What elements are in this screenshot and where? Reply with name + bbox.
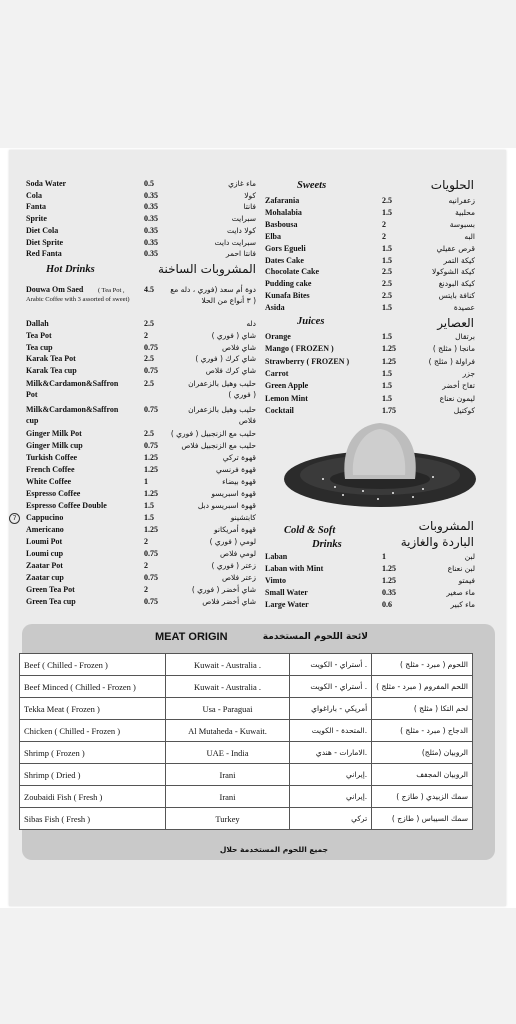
item-name: Strawberry ( FROZEN )	[265, 356, 350, 366]
item-name-ar: محلبية	[455, 207, 475, 217]
milk-cup-price: 0.75	[144, 405, 158, 414]
item-price: 0.75	[144, 342, 158, 352]
item-price: 0.35	[144, 225, 158, 235]
milk-pot-ar-2: ( فوري )	[228, 390, 256, 399]
meat-origin: UAE - India	[165, 742, 289, 764]
meat-type-ar: سمك السيباس ( طازج )	[372, 808, 473, 830]
item-name: Sprite	[26, 214, 47, 224]
item-price: 2.5	[382, 267, 392, 277]
item-name-ar: لبن	[464, 552, 475, 561]
item-name-ar: فراولة ( مثلج )	[428, 356, 475, 366]
item-name: Asida	[265, 303, 285, 313]
item-name: French Coffee	[26, 465, 75, 474]
item-price: 0.35	[382, 587, 396, 597]
meat-type-ar: لحم التكا ( مثلج )	[372, 698, 473, 720]
item-name: Zafarania	[265, 196, 300, 205]
item-name: Laban	[265, 552, 288, 561]
item-name: Diet Cola	[26, 225, 59, 235]
item-name: Small Water	[265, 587, 308, 597]
item-price: 1.25	[382, 344, 396, 354]
item-price: 2	[382, 231, 386, 241]
circled-number-mark: 7	[9, 513, 20, 524]
item-name: Tea cup	[26, 342, 53, 352]
milk-cup-ar-1: حليب وهيل بالزعفران	[188, 405, 256, 414]
item-name-ar: فانتا احمر	[225, 249, 256, 259]
item-price: 2	[144, 330, 148, 340]
table-row	[20, 720, 473, 742]
item-name-ar: ليمون نعناع	[439, 393, 475, 403]
item-name: Zaatar cup	[26, 573, 64, 582]
item-name: Gors Egueli	[265, 243, 306, 253]
item-name-ar: لومي ( فوري )	[209, 537, 256, 546]
meat-type: Tekka Meat ( Frozen )	[20, 698, 166, 720]
milk-cup-ar-2: فلاص	[238, 416, 256, 425]
item-name-ar: قرص عقيلي	[436, 243, 475, 253]
item-name-ar: فيمتو	[458, 575, 475, 585]
item-price: 1.5	[382, 368, 392, 378]
hot-drinks-title-ar: المشروبات الساخنة	[158, 262, 256, 276]
bottom-background	[0, 908, 516, 1024]
item-price: 1.5	[382, 381, 392, 391]
hot-drinks-title-en: Hot Drinks	[46, 264, 95, 275]
item-name: White Coffee	[26, 477, 72, 486]
table-row	[20, 764, 473, 786]
item-price: 2.5	[382, 291, 392, 301]
item-name-ar: سبرايت	[231, 214, 256, 224]
item-name-ar: شاي فلاص	[222, 342, 256, 352]
item-price: 2.5	[382, 196, 392, 205]
item-name-ar: كيكة الشوكولا	[431, 267, 475, 277]
meat-origin: Al Mutaheda - Kuwait.	[165, 720, 289, 742]
meat-origin: Turkey	[165, 808, 289, 830]
item-name: Ginger Milk Pot	[26, 429, 82, 438]
sweets-title-en: Sweets	[297, 180, 327, 191]
item-price: 2.5	[382, 279, 392, 289]
meat-origin-ar: المتحدة - الكويت.	[290, 720, 372, 742]
meat-type: Sibas Fish ( Fresh )	[20, 808, 166, 830]
item-name: Dallah	[26, 319, 49, 328]
meat-type: Shrimp ( Frozen )	[20, 742, 166, 764]
item-name: Turkish Coffee	[26, 453, 78, 462]
item-name-ar: عصيدة	[453, 303, 475, 313]
meat-type-ar: الروبيان المجفف	[372, 764, 473, 786]
item-name: Espresso Coffee	[26, 489, 81, 498]
item-name: Mango ( FROZEN )	[265, 344, 334, 354]
item-name-ar: قهوة أمريكانو	[214, 525, 256, 534]
item-name-ar: لومي فلاص	[220, 549, 256, 558]
item-price: 1	[144, 477, 148, 486]
cold-soft-title-en-2: Drinks	[312, 539, 342, 550]
item-price: 1.5	[144, 513, 154, 522]
item-name: Espresso Coffee Double	[26, 501, 107, 510]
item-name: Ginger Milk cup	[26, 441, 83, 450]
item-price: 1.5	[382, 207, 392, 217]
item-price: 0.5	[144, 179, 154, 188]
item-price: 1.5	[382, 393, 392, 403]
item-name-ar: قهوة فرنسي	[216, 465, 256, 474]
milk-pot-ar-1: حليب وهيل بالزعفران	[188, 379, 256, 388]
item-name-ar: البه	[464, 231, 475, 241]
item-name-ar: كوكتيل	[453, 405, 475, 415]
item-name: Red Fanta	[26, 249, 62, 259]
item-price: 1.5	[382, 303, 392, 313]
item-name-ar: تفاح أخضر	[442, 381, 475, 391]
item-name: Fanta	[26, 202, 46, 212]
meat-type: Beef Minced ( Chilled - Frozen )	[20, 676, 166, 698]
item-name: Green Tea Pot	[26, 585, 75, 594]
meat-type: Zoubaidi Fish ( Fresh )	[20, 786, 166, 808]
item-price: 1.25	[144, 453, 158, 462]
item-price: 1	[382, 552, 386, 561]
sweets-title-ar: الحلويات	[430, 178, 474, 192]
item-price: 1.75	[382, 405, 396, 415]
item-price: 2	[144, 537, 148, 546]
meat-origin: Irani	[165, 764, 289, 786]
item-name: Orange	[265, 332, 291, 341]
item-name-ar: مانجا ( مثلج )	[432, 344, 475, 354]
item-name-ar: دله	[246, 319, 256, 328]
meat-origin-title-en: MEAT ORIGIN	[155, 631, 228, 643]
item-name-ar: شاي كرك فلاص	[205, 366, 256, 376]
table-row	[20, 786, 473, 808]
item-price: 1.25	[382, 356, 396, 366]
item-name-ar: كولا دايت	[227, 225, 256, 235]
item-name-ar: ماء صغير	[446, 587, 475, 597]
item-name-ar: فانتا	[243, 202, 256, 212]
item-name: Green Tea cup	[26, 597, 76, 606]
douwa-name: Douwa Om Saed	[26, 285, 84, 294]
item-name: Loumi Pot	[26, 537, 63, 546]
item-name-ar: شاي ( فوري )	[211, 330, 256, 340]
item-price: 2	[144, 585, 148, 594]
item-name-ar: زعتر فلاص	[221, 573, 256, 582]
meat-origin: Kuwait - Australia .	[165, 676, 289, 698]
meat-origin-ar: أستراي - الكويت .	[290, 676, 372, 698]
item-name: Cappucino	[26, 513, 64, 522]
item-name: Tea Pot	[26, 330, 52, 340]
item-price: 1.5	[144, 501, 154, 510]
item-name-ar: كيكة البودنغ	[438, 279, 475, 289]
item-name-ar: كنافة بايتس	[438, 291, 475, 301]
douwa-note: ( Tea Pot , Arabic Coffee with 3 assorted of sweet)	[26, 287, 130, 303]
item-price: 1.25	[144, 489, 158, 498]
meat-origin-ar: أمريكي - باراغواي	[290, 698, 372, 720]
juices-title-en: Juices	[297, 316, 325, 327]
item-name: Pudding cake	[265, 279, 312, 289]
meat-type: Shrimp ( Dried )	[20, 764, 166, 786]
milk-pot-name-1: Milk&Cardamon&Saffron	[26, 379, 119, 388]
item-price: 0.75	[144, 597, 158, 606]
item-name-ar: بسبوسة	[449, 219, 475, 229]
milk-cup-name-2: cup	[26, 416, 39, 425]
item-name-ar: شاي أخضر ( فوري )	[191, 585, 256, 594]
item-name: Loumi cup	[26, 549, 64, 558]
meat-type: Chicken ( Chilled - Frozen )	[20, 720, 166, 742]
item-price: 2	[382, 219, 386, 229]
item-name-ar: ماء غازي	[228, 179, 256, 188]
item-name: Elba	[265, 231, 282, 241]
meat-origin: Usa - Paraguai	[165, 698, 289, 720]
item-name-ar: قهوة اسبريسو	[211, 489, 256, 498]
item-name: Karak Tea Pot	[26, 354, 76, 364]
item-price: 2	[144, 561, 148, 570]
item-price: 0.35	[144, 214, 158, 224]
item-name-ar: قهوة تركي	[222, 453, 256, 462]
juices-title-ar: العصاير	[437, 316, 474, 330]
item-name-ar: سبرايت دايت	[214, 237, 256, 247]
milk-pot-name-2: Pot	[26, 390, 38, 399]
item-name-ar: حليب مع الزنجبيل ( فوري )	[170, 429, 256, 438]
milk-cup-name-1: Milk&Cardamon&Saffron	[26, 405, 119, 414]
item-name: Carrot	[265, 368, 289, 378]
meat-type-ar: اللحم المفروم ( مبرد - مثلج )	[372, 676, 473, 698]
item-price: 0.75	[144, 573, 158, 582]
item-price: 0.75	[144, 366, 158, 376]
item-name: Karak Tea cup	[26, 366, 77, 376]
item-name: Diet Sprite	[26, 237, 64, 247]
item-name: Zaatar Pot	[26, 561, 63, 570]
item-name: Green Apple	[265, 381, 309, 391]
item-name-ar: ماء كبير	[450, 599, 475, 609]
item-name: Large Water	[265, 599, 309, 609]
item-name: Basbousa	[265, 219, 298, 229]
item-name-ar: لبن نعناع	[447, 563, 475, 573]
meat-origin: Irani	[165, 786, 289, 808]
douwa-price: 4.5	[144, 285, 154, 294]
table-row	[20, 654, 473, 676]
item-price: 2.5	[144, 354, 154, 364]
meat-origin-title-ar: لائحة اللحوم المستخدمة	[262, 632, 368, 642]
item-name: Soda Water	[26, 179, 67, 188]
item-name-ar: حليب مع الزنجبيل فلاص	[181, 441, 256, 450]
meat-origin-table	[19, 653, 473, 830]
item-name-ar: كابتشينو	[230, 513, 256, 522]
item-name: Lemon Mint	[265, 393, 308, 403]
table-row	[20, 742, 473, 764]
item-name: Laban with Mint	[265, 563, 324, 573]
item-name: Americano	[26, 525, 64, 534]
dessert-plate-image	[283, 417, 478, 513]
meat-origin-ar: تركي	[290, 808, 372, 830]
top-background	[0, 0, 516, 148]
item-price: 0.75	[144, 549, 158, 558]
meat-origin-ar: أستراي - الكويت .	[290, 654, 372, 676]
item-price: 1.25	[382, 563, 396, 573]
item-price: 0.6	[382, 599, 392, 609]
milk-pot-price: 2.5	[144, 379, 154, 388]
item-price: 0.35	[144, 237, 158, 247]
item-price: 1.25	[144, 465, 158, 474]
item-name: Cocktail	[265, 405, 294, 415]
item-price: 1.25	[144, 525, 158, 534]
meat-origin-ar: الامارات - هندي.	[290, 742, 372, 764]
item-name: Cola	[26, 190, 42, 200]
item-price: 2.5	[144, 319, 154, 328]
meat-origin-ar: إيراني.	[290, 764, 372, 786]
table-row	[20, 676, 473, 698]
item-name-ar: قهوة بيضاء	[222, 477, 256, 486]
meat-origin-ar: إيراني.	[290, 786, 372, 808]
item-price: 2.5	[144, 429, 154, 438]
item-price: 0.35	[144, 190, 158, 200]
cold-soft-title-ar-2: الباردة والغازية	[400, 535, 474, 549]
item-name-ar: زعتر ( فوري )	[211, 561, 256, 570]
item-price: 1.25	[382, 575, 396, 585]
item-price: 0.75	[144, 441, 158, 450]
item-price: 1.5	[382, 243, 392, 253]
item-name: Mohalabia	[265, 207, 302, 217]
item-price: 0.35	[144, 249, 158, 259]
meat-type-ar: اللحوم ( مبرد - مثلج )	[372, 654, 473, 676]
item-name-ar: شاي كرك ( فوري )	[195, 354, 256, 364]
meat-type-ar: سمك الزبيدي ( طازج )	[372, 786, 473, 808]
item-name-ar: جزر	[462, 368, 475, 378]
douwa-ar-2: ٣ أنواع من الحلا )	[201, 296, 256, 305]
item-price: 1.5	[382, 332, 392, 341]
cold-soft-title-en-1: Cold & Soft	[284, 525, 336, 536]
item-price: 0.35	[144, 202, 158, 212]
item-name: Kunafa Bites	[265, 291, 310, 301]
item-name-ar: قهوة اسبريسو دبل	[197, 501, 256, 510]
item-name: Dates Cake	[265, 255, 304, 265]
meat-type-ar: الروبيان (مثلج)	[372, 742, 473, 764]
item-name-ar: كولا	[244, 190, 256, 200]
table-row	[20, 808, 473, 830]
meat-origin: Kuwait - Australia .	[165, 654, 289, 676]
cold-soft-title-ar-1: المشروبات	[418, 519, 474, 533]
table-row	[20, 698, 473, 720]
meat-type: Beef ( Chilled - Frozen )	[20, 654, 166, 676]
item-price: 1.5	[382, 255, 392, 265]
item-name: Chocolate Cake	[265, 267, 319, 277]
meat-footer-note: جميع اللحوم المستخدمة حلال	[219, 845, 328, 854]
meat-type-ar: الدجاج ( مبرد - مثلج )	[372, 720, 473, 742]
item-name-ar: شاي أخضر فلاص	[202, 597, 256, 606]
item-name: Vimto	[265, 575, 287, 585]
douwa-ar-1: دوة أم سعد (فوري ، دله مع	[170, 285, 256, 294]
item-name-ar: زعفرانيه	[448, 196, 475, 205]
item-name-ar: كيكة التمر	[443, 255, 475, 265]
item-name-ar: برتقال	[455, 332, 475, 341]
